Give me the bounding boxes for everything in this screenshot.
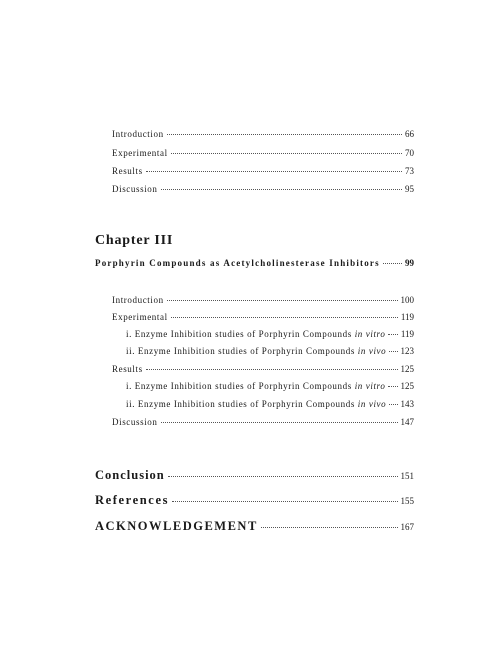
entry-label: ii. Enzyme Inhibition studies of Porphyrin Compounds in vivo [126,399,387,409]
toc-entry-results [112,364,414,374]
entry-label: Discussion [112,184,158,194]
toc-entry-experimental [112,148,414,158]
chapter-title-entry [95,258,414,268]
chapter-heading: Chapter III [95,233,174,248]
dot-leader [261,527,398,528]
page-number: 66 [405,129,414,139]
italic-term: in vivo [357,346,387,356]
toc-entry-conclusion [95,468,414,483]
toc-subentry-in-vivo [126,346,414,356]
page-number: 100 [400,295,414,305]
toc-subentry-in-vivo [126,399,414,409]
entry-label: Discussion [112,417,158,427]
entry-label: Introduction [112,129,164,139]
page-number: 125 [400,364,414,374]
toc-entry-discussion [112,417,414,427]
entry-label: Experimental [112,312,168,322]
page-number: 73 [405,166,414,176]
page-number: 70 [405,148,414,158]
toc-entry-results [112,166,414,176]
page-number: 155 [400,496,414,506]
dot-leader [172,501,397,502]
dot-leader [389,351,397,352]
toc-entry-acknowledgement [95,519,414,534]
page-number: 119 [400,329,414,339]
dot-leader [168,476,398,477]
page-number: 99 [405,258,414,268]
page-number: 95 [405,184,414,194]
toc-subentry-in-vitro [126,329,414,339]
page-number: 119 [400,312,414,322]
chapter-title: Porphyrin Compounds as Acetylcholinesterase Inhibitors [95,258,380,268]
dot-leader [161,189,402,190]
entry-label: References [95,493,170,507]
entry-label: ACKNOWLEDGEMENT [95,519,258,533]
entry-label: Results [112,166,143,176]
dot-leader [171,153,402,154]
page-number: 151 [400,471,414,481]
entry-label: i. Enzyme Inhibition studies of Porphyrin Compounds in vitro [126,381,386,391]
dot-leader [161,422,398,423]
toc-entry-discussion [112,184,414,194]
entry-label: Conclusion [95,468,165,482]
page-number: 125 [400,381,414,391]
dot-leader [167,134,402,135]
italic-term: in vitro [354,381,386,391]
toc-entry-experimental [112,312,414,322]
entry-label: Introduction [112,295,164,305]
dot-leader [388,334,397,335]
entry-label: Experimental [112,148,168,158]
dot-leader [383,263,402,264]
entry-label: i. Enzyme Inhibition studies of Porphyrin Compounds in vitro [126,329,386,339]
entry-label: Results [112,364,143,374]
toc-entry-introduction [112,129,414,139]
dot-leader [146,171,402,172]
page-number: 147 [400,417,414,427]
toc-subentry-in-vitro [126,381,414,391]
dot-leader [171,317,398,318]
dot-leader [388,386,397,387]
dot-leader [146,369,398,370]
page-number: 143 [400,399,414,409]
dot-leader [389,404,397,405]
toc-entry-references [95,493,414,508]
dot-leader [167,300,398,301]
italic-term: in vitro [354,329,386,339]
page-number: 167 [400,522,414,532]
page-number: 123 [400,346,414,356]
entry-label: ii. Enzyme Inhibition studies of Porphyrin Compounds in vivo [126,346,387,356]
toc-entry-introduction [112,295,414,305]
italic-term: in vivo [357,399,387,409]
